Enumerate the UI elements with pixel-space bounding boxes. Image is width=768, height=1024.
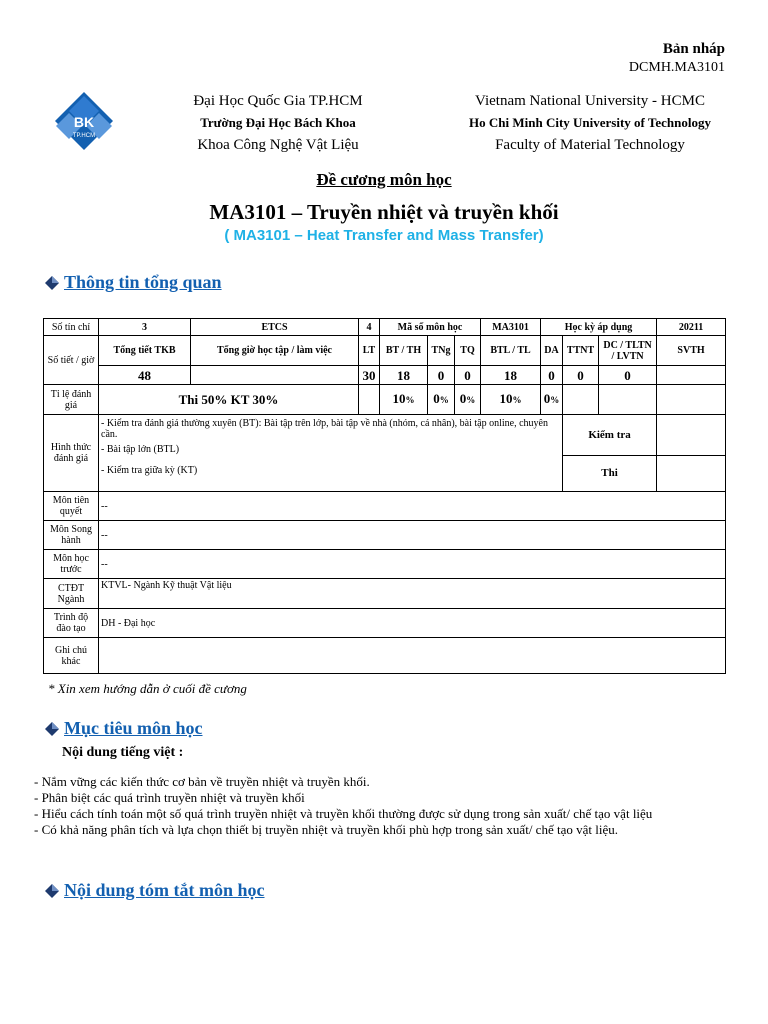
hours-value: 18 — [380, 366, 428, 385]
objective-item: - Có khả năng phân tích và lựa chọn thiết bị truyền nhiệt và truyền khối phù hợp trong sản xuất/ chế tạo vật liệu. — [34, 822, 618, 837]
objective-item: - Nắm vững các kiến thức cơ bản về truyền nhiệt và truyền khối. — [34, 774, 370, 789]
etcs-value: 4 — [359, 319, 380, 336]
hours-header: Tổng tiết TKB — [99, 336, 191, 366]
section-summary — [44, 880, 265, 901]
eval-item: - Kiểm tra đánh giá thường xuyên (BT): Bài tập trên lớp, bài tập về nhà (nhóm, cá nhân), bài tập online, chuyên cần. — [101, 418, 548, 440]
course-title-english: ( MA3101 – Heat Transfer and Mass Transfer) — [224, 227, 544, 244]
hours-value: 30 — [359, 366, 380, 385]
previous-value: -- — [99, 550, 726, 579]
prereq-row — [44, 492, 726, 521]
faculty-name-en: Faculty of Material Technology — [495, 137, 685, 153]
hours-value: 0 — [455, 366, 481, 385]
school-name-en: Ho Chi Minh City University of Technology — [469, 115, 711, 130]
ratio-value-bt: 10% — [380, 385, 428, 415]
credits-row — [44, 319, 726, 336]
eval-row-1 — [44, 415, 726, 456]
document-type: Đề cương môn học — [316, 170, 452, 189]
hours-value: 48 — [99, 366, 191, 385]
hours-header: Tổng giờ học tập / làm việc — [191, 336, 359, 366]
hours-value: 0 — [599, 366, 657, 385]
hours-header: DC / TLTN / LVTN — [599, 336, 657, 366]
etcs-label: ETCS — [191, 319, 359, 336]
eval-label: Hình thức đánh giá — [44, 415, 99, 492]
diamond-bullet-icon — [44, 883, 60, 899]
section-objectives — [44, 718, 203, 739]
university-logo — [55, 92, 113, 150]
faculty-name-vi: Khoa Công Nghệ Vật Liệu — [197, 137, 359, 153]
eval-item: - Kiểm tra giữa kỳ (KT) — [101, 465, 198, 476]
ratio-value-tq: 0% — [455, 385, 481, 415]
ratio-value-btl: 10% — [481, 385, 541, 415]
objectives-subtitle: Nội dung tiếng việt : — [62, 745, 184, 760]
hours-header: SVTH — [657, 336, 726, 366]
objective-item: - Phân biệt các quá trình truyền nhiệt và truyền khối — [34, 790, 305, 805]
other-notes-value — [99, 638, 726, 674]
section-title: Thông tin tổng quan — [64, 272, 222, 292]
draft-marker — [629, 40, 725, 77]
previous-label: Môn học trước — [44, 550, 99, 579]
eval-item: - Bài tập lớn (BTL) — [101, 444, 180, 455]
hours-header: BTL / TL — [481, 336, 541, 366]
parallel-value: -- — [99, 521, 726, 550]
ratio-row — [44, 385, 726, 415]
semester-label: Học kỳ áp dụng — [541, 319, 657, 336]
other-notes-row — [44, 638, 726, 674]
hours-header-row — [44, 336, 726, 366]
previous-row — [44, 550, 726, 579]
hours-header: TQ — [455, 336, 481, 366]
hours-value: 0 — [541, 366, 563, 385]
hours-label: Số tiết / giờ — [44, 336, 99, 385]
hours-header: TNg — [428, 336, 455, 366]
hours-header: DA — [541, 336, 563, 366]
hours-header: LT — [359, 336, 380, 366]
logo-sub: TP.HCM — [72, 133, 96, 139]
ratio-main: Thi 50% KT 30% — [99, 385, 359, 415]
semester-value: 20211 — [657, 319, 726, 336]
prereq-value: -- — [99, 492, 726, 521]
course-info-table — [43, 318, 726, 674]
ratio-value-tng: 0% — [428, 385, 455, 415]
eval-exam-label: Thi — [563, 456, 657, 492]
program-label: CTĐT Ngành — [44, 579, 99, 609]
eval-check-label: Kiểm tra — [563, 415, 657, 456]
ratio-label: Tỉ lệ đánh giá — [44, 385, 99, 415]
objectives-list — [34, 774, 734, 838]
diamond-bullet-icon — [44, 275, 60, 291]
prereq-label: Môn tiên quyết — [44, 492, 99, 521]
other-notes-label: Ghi chú khác — [44, 638, 99, 674]
school-name-vi: Trường Đại Học Bách Khoa — [200, 115, 356, 130]
level-row — [44, 609, 726, 638]
header-vietnamese — [128, 90, 428, 156]
hours-value — [191, 366, 359, 385]
draft-code: DCMH.MA3101 — [628, 60, 725, 75]
logo-text: BK — [73, 114, 95, 130]
parallel-label: Môn Song hành — [44, 521, 99, 550]
hours-value: 0 — [563, 366, 599, 385]
program-row — [44, 579, 726, 609]
section-title: Mục tiêu môn học — [64, 718, 203, 738]
hours-value-row — [44, 366, 726, 385]
level-value: DH - Đại học — [99, 609, 726, 638]
section-overview — [44, 272, 222, 293]
guide-note: * Xin xem hướng dẫn ở cuối đề cương — [48, 681, 247, 696]
level-label: Trình độ đào tạo — [44, 609, 99, 638]
hours-header: TTNT — [563, 336, 599, 366]
ratio-value-da: 0% — [541, 385, 563, 415]
parallel-row — [44, 521, 726, 550]
course-title: MA3101 – Truyền nhiệt và truyền khối — [209, 200, 559, 224]
program-value: KTVL- Ngành Kỹ thuật Vật liệu — [99, 579, 726, 609]
section-title: Nội dung tóm tắt môn học — [64, 880, 265, 900]
hours-value: 18 — [481, 366, 541, 385]
hours-value — [657, 366, 726, 385]
code-label: Mã số môn học — [380, 319, 481, 336]
objective-item: - Hiểu cách tính toán một số quá trình truyền nhiệt và truyền khối thường được sử dụng trong sản xuất/ chế tạo vật liệu — [34, 806, 653, 821]
eval-methods — [99, 415, 563, 492]
draft-label: Bản nháp — [662, 41, 725, 57]
credits-label: Số tín chỉ — [44, 319, 99, 336]
vnu-name-vi: Đại Học Quốc Gia TP.HCM — [193, 93, 363, 109]
vnu-name-en: Vietnam National University - HCMC — [475, 93, 705, 109]
code-value: MA3101 — [481, 319, 541, 336]
hours-header: BT / TH — [380, 336, 428, 366]
hours-value: 0 — [428, 366, 455, 385]
credits-value: 3 — [99, 319, 191, 336]
diamond-bullet-icon — [44, 721, 60, 737]
header-english — [420, 90, 760, 156]
